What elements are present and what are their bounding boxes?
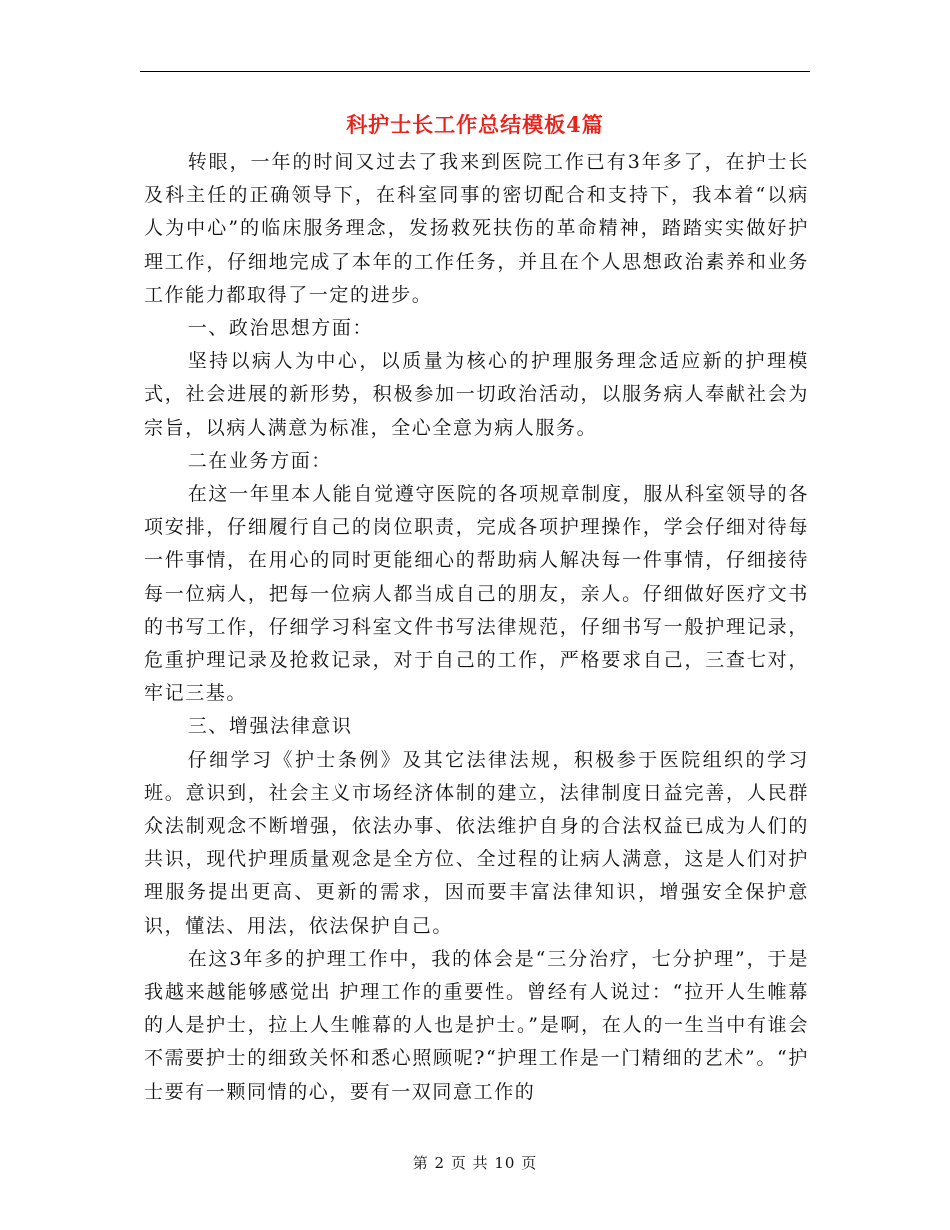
paragraph-intro: 转眼，一年的时间又过去了我来到医院工作已有3年多了，在护士长及科主任的正确领导下，在科室同事的密切配合和支持下，我本着“以病人为中心”的临床服务理念，发扬救死扶伤的革命精神，踏踏实实做好护理工作，仔细地完成了本年的工作任务，并且在个人思想政治素养和业务工作能力都取得了一定的进步。 bbox=[144, 151, 809, 306]
document-title: 科护士长工作总结模板4篇 bbox=[346, 112, 604, 137]
page-number: 第 2 页 共 10 页 bbox=[412, 1154, 538, 1172]
paragraph-politics: 坚持以病人为中心，以质量为核心的护理服务理念适应新的护理模式，社会进展的新形势，积极参加一切政治活动，以服务病人奉献社会为宗旨，以病人满意为标准，全心全意为病人服务。 bbox=[144, 350, 809, 439]
paragraph-law: 仔细学习《护士条例》及其它法律法规，积极参于医院组织的学习班。意识到，社会主义市场经济体制的建立，法律制度日益完善，人民群众法制观念不断增强，依法办事、依法维护自身的合法权益已成为人们的共识，现代护理质量观念是全方位、全过程的让病人满意，这是人们对护理服务提出更高、更新的需求，因而要丰富法律知识，增强安全保护意识，懂法、用法，依法保护自己。 bbox=[144, 748, 809, 937]
heading-politics: 一、政治思想方面： bbox=[187, 317, 374, 340]
document-body bbox=[144, 146, 809, 1109]
heading-law: 三、增强法律意识 bbox=[187, 715, 353, 738]
heading-business: 二在业务方面： bbox=[187, 449, 332, 472]
header-rule bbox=[140, 71, 810, 72]
paragraph-business: 在这一年里本人能自觉遵守医院的各项规章制度，服从科室领导的各项安排，仔细履行自己的岗位职责，完成各项护理操作，学会仔细对待每一件事情，在用心的同时更能细心的帮助病人解决每一件事情，仔细接待每一位病人，把每一位病人都当成自己的朋友，亲人。仔细做好医疗文书的书写工作，仔细学习科室文件书写法律规范，仔细书写一般护理记录，危重护理记录及抢救记录，对于自己的工作，严格要求自己，三查七对，牢记三基。 bbox=[144, 483, 809, 705]
paragraph-experience: 在这3年多的护理工作中，我的体会是“三分治疗，七分护理”，于是我越来越能够感觉出 护理工作的重要性。曾经有人说过：“拉开人生帷幕的人是护士，拉上人生帷幕的人也是护士。”是啊，在人的一生当中有谁会不需要护士的细致关怀和悉心照顾呢?“护理工作是一门精细的艺术”。“护士要有一颗同情的心，要有一双同意工作的 bbox=[144, 947, 809, 1103]
